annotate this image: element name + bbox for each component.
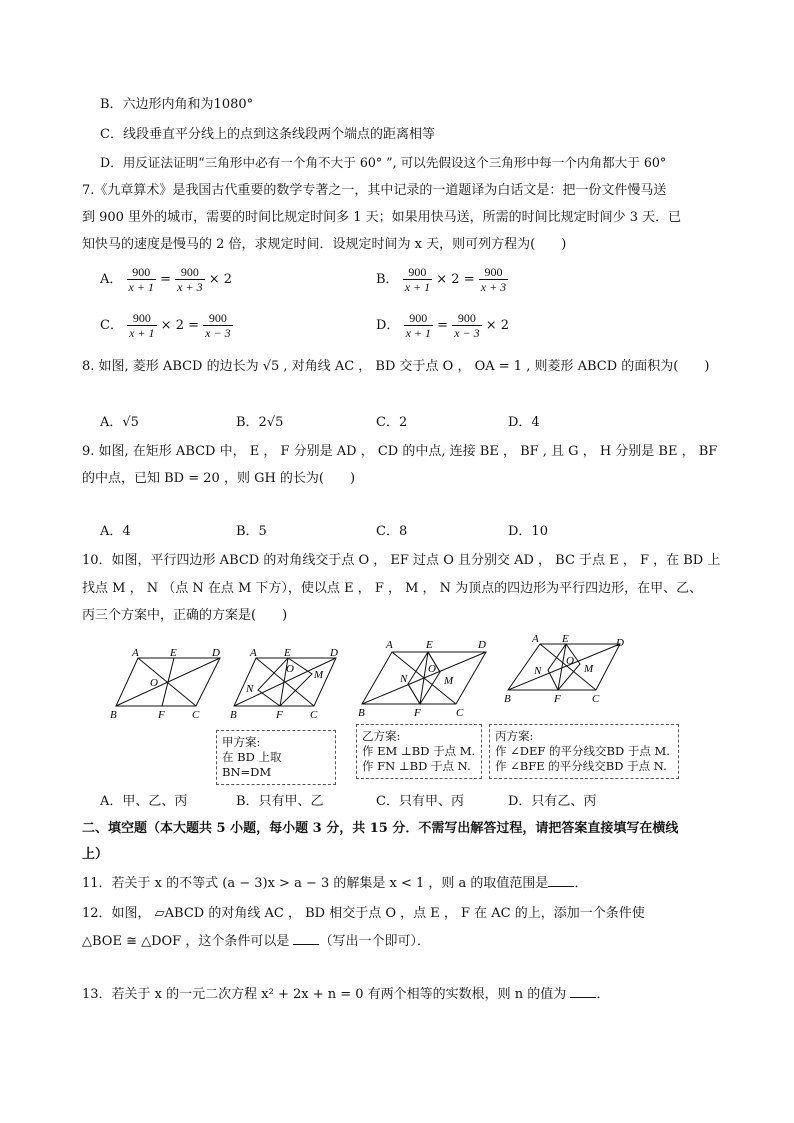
q10-line2: 找点 M ， N （点 N 在点 M 下方），使以点 E ， F ， M ， N 为顶点的四边形为平行四边形，在甲、乙、 (82, 581, 703, 596)
q7-option-b: B． $\frac{900}{x + 1}$ × 2 = $\frac{900}{x + 3}$ (376, 265, 507, 294)
q9-option-a: A．4 (100, 524, 131, 539)
fig4-label-f: F (554, 693, 561, 705)
q9-line2: 的中点，已知 BD = 20 ，则 GH 的长为( ) (82, 471, 356, 486)
q8-option-b: B．2√5 (236, 415, 284, 430)
q6-option-c: C．线段垂直平分线上的点到这条线段两个端点的距离相等 (100, 127, 435, 142)
q10-figure-4 (502, 632, 632, 708)
fig2-label-e: E (284, 647, 291, 659)
fig4-label-a: A (532, 633, 539, 645)
fig3-label-o: O (428, 663, 436, 675)
q6-option-b: B．六边形内角和为1080° (100, 97, 254, 112)
q8-stem: 8. 如图, 菱形 ABCD 的边长为 √5 , 对角线 AC ， BD 交于点 O ， OA = 1 , 则菱形 ABCD 的面积为( ) (82, 359, 710, 374)
fig4-label-o: O (566, 655, 574, 667)
q13: 13．若关于 x 的一元二次方程 x² + 2x + n = 0 有两个相等的实数根，则 n 的值为 ． (82, 987, 610, 1002)
fig4-label-e: E (562, 633, 569, 645)
q7-option-d: D． $\frac{900}{x + 1}$ = $\frac{900}{x - 3}$ × 2 (376, 311, 510, 340)
fig3-label-b: B (358, 707, 365, 719)
q8-option-d: D．4 (508, 415, 540, 430)
q10-line3: 丙三个方案中，正确的方案是( ) (82, 608, 288, 623)
plan-a-title: 甲方案: (222, 735, 261, 749)
q7-line1: 7.《九章算术》是我国古代重要的数学专著之一，其中记录的一道题译为白话文是：把一份文件慢马送 (82, 183, 667, 198)
q6-option-d: D．用反证法证明“三角形中必有一个角不大于 60° ”, 可以先假设这个三角形中每一个内角都大于 60° (100, 155, 667, 170)
q10-figure-1 (108, 644, 228, 720)
fig1-label-e: E (170, 647, 177, 659)
q10-option-d: D．只有乙、丙 (508, 794, 597, 809)
plan-b-box (356, 724, 482, 779)
fig1-label-o: O (150, 677, 158, 689)
plan-b-title: 乙方案: (362, 729, 401, 743)
fig3-label-f: F (414, 707, 421, 719)
fig2-label-f: F (276, 709, 283, 720)
fig4-label-n: N (534, 665, 542, 677)
fig2-label-d: D (330, 647, 338, 659)
fig4-label-c: C (592, 693, 600, 705)
q9-option-d: D．10 (508, 524, 548, 539)
fig3-label-m: M (444, 675, 454, 687)
fig1-label-f: F (158, 709, 165, 720)
q7-line2: 到 900 里外的城市，需要的时间比规定时间多 1 天；如果用快马送，所需的时间比规定时间少 3 天．已 (82, 210, 682, 225)
fig2-label-m: M (314, 669, 324, 681)
fig4-label-b: B (504, 693, 511, 705)
q10-option-b: B．只有甲、乙 (236, 794, 324, 809)
q13-text: 13．若关于 x 的一元二次方程 x² + 2x + n = 0 有两个相等的实数根，则 n 的值为 (82, 987, 571, 1002)
fig4-label-m: M (584, 663, 594, 675)
q12-line2: △BOE ≅ △DOF ，这个条件可以是 （写出一个即可）． (82, 934, 430, 949)
fig1-label-a: A (132, 647, 139, 659)
q10-option-c: C．只有甲、丙 (376, 794, 464, 809)
q7-option-c: C． $\frac{900}{x + 1}$ × 2 = $\frac{900}{x - 3}$ (100, 311, 231, 340)
plan-c-line2: 作 ∠BFE 的平分线交BD 于点 N. (495, 759, 667, 773)
fig2-label-n: N (246, 683, 254, 695)
fig2-label-o: O (286, 663, 294, 675)
q10-option-a: A．甲、乙、丙 (100, 794, 188, 809)
section2-heading-line2: 上） (82, 847, 109, 862)
fig3-label-d: D (478, 639, 486, 651)
q12-answer-blank[interactable] (293, 932, 319, 945)
q8-option-a: A．√5 (100, 415, 139, 430)
q13-answer-blank[interactable] (570, 985, 596, 998)
q10-figure-2 (228, 644, 348, 720)
plan-c-line1: 作 ∠DEF 的平分线交BD 于点 M. (495, 744, 670, 758)
q12-text: △BOE ≅ △DOF ，这个条件可以是 (82, 934, 294, 949)
q11-answer-blank[interactable] (548, 874, 574, 887)
plan-b-line1: 作 EM ⊥BD 于点 M. (362, 744, 476, 758)
q9-option-b: B．5 (236, 524, 267, 539)
fig2-label-c: C (310, 709, 318, 720)
fig1-label-c: C (192, 709, 200, 720)
fig3-label-n: N (400, 673, 408, 685)
q8-option-c: C．2 (376, 415, 408, 430)
fig3-label-a: A (386, 639, 393, 651)
fig4-label-d: D (616, 637, 624, 649)
plan-b-line2: 作 FN ⊥BD 于点 N. (362, 759, 471, 773)
q10-line1: 10．如图，平行四边形 ABCD 的对角线交于点 O ， EF 过点 O 且分别交 AD ， BC 于点 E ， F ，在 BD 上 (82, 553, 721, 568)
fig3-label-c: C (456, 707, 464, 719)
plan-c-box (489, 724, 679, 779)
fig1-label-b: B (110, 709, 117, 720)
fig3-label-e: E (426, 639, 433, 651)
q10-figure-3 (356, 636, 496, 722)
q12-line1: 12．如图， ▱ABCD 的对角线 AC ， BD 相交于点 O ，点 E ， F 在 AC 的上，添加一个条件使 (82, 906, 645, 921)
plan-a-text: 在 BD 上取BN=DM (222, 750, 282, 779)
fig1-label-d: D (212, 647, 220, 659)
plan-a-box (216, 730, 336, 785)
fig2-label-b: B (230, 709, 237, 720)
q7-option-a: A． $\frac{900}{x + 1}$ = $\frac{900}{x + 3}$ × 2 (100, 265, 233, 294)
section2-heading-line1: 二、填空题（本大题共 5 小题，每小题 3 分，共 15 分．不需写出解答过程，请把答案直接填写在横线 (82, 821, 679, 836)
fig2-label-a: A (250, 647, 257, 659)
q9-option-c: C．8 (376, 524, 408, 539)
plan-c-title: 丙方案: (495, 729, 534, 743)
q9-line1: 9. 如图, 在矩形 ABCD 中， E ， F 分别是 AD ， CD 的中点, 连接 BE ， BF , 且 G ， H 分别是 BE ， BF (82, 444, 718, 459)
q11: 11．若关于 x 的不等式 (a − 3)x > a − 3 的解集是 x < 1 ，则 a 的取值范围是 ． (82, 876, 588, 891)
q11-text: 11．若关于 x 的不等式 (a − 3)x > a − 3 的解集是 x < 1 ，则 a 的取值范围是 (82, 876, 549, 891)
q7-line3: 知快马的速度是慢马的 2 倍，求规定时间．设规定时间为 x 天，则可列方程为( ) (82, 237, 567, 252)
